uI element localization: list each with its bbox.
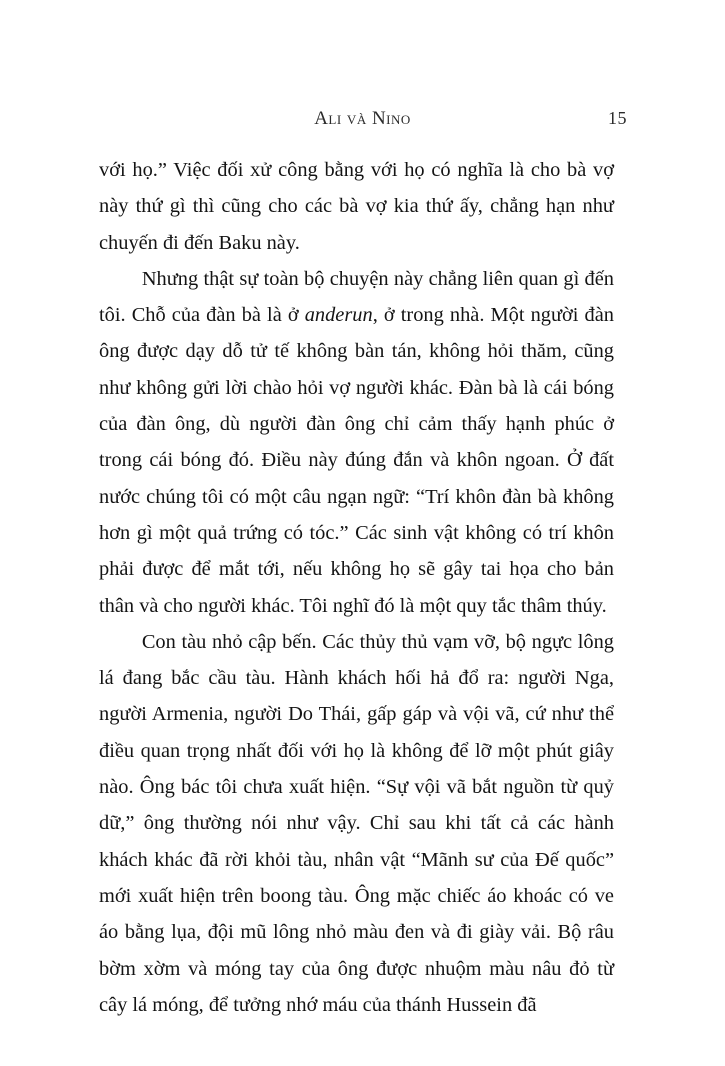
text-run: với họ.” Việc đối xử công bằng với họ có nghĩa là cho bà vợ này thứ gì thì cũng cho các bà vợ kia thứ ấy, chẳng hạn như chuyến đi đến Baku này. [99, 159, 614, 254]
page-number: 15 [608, 108, 627, 128]
paragraph [99, 624, 614, 1023]
text-run: , ở trong nhà. Một người đàn ông được dạy dỗ tử tế không bàn tán, không hỏi thăm, cũng như không gửi lời chào hỏi vợ người khác. Đàn bà là cái bóng của đàn ông, dù người đàn ông chỉ cảm thấy hạnh phúc ở trong cái bóng đó. Điều này đúng đắn và khôn ngoan. Ở đất nước chúng tôi có một câu ngạn ngữ: “Trí khôn đàn bà không hơn gì một quả trứng có tóc.” Các sinh vật không có trí khôn phải được để mắt tới, nếu không họ sẽ gây tai họa cho bản thân và cho người khác. Tôi nghĩ đó là một quy tắc thâm thúy. [99, 304, 614, 617]
running-head-title: Ali và Nino [314, 108, 411, 129]
paragraph [99, 261, 614, 624]
body-text [99, 152, 614, 1023]
text-run: Nhưng thật sự toàn bộ chuyện này chẳng liên quan gì đến tôi. Chỗ của đàn bà là ở [99, 267, 614, 327]
emphasis-text: anderun [304, 304, 373, 327]
text-run: Con tàu nhỏ cập bến. Các thủy thủ vạm vỡ, bộ ngực lông lá đang bắc cầu tàu. Hành khách hối hả đổ ra: người Nga, người Armenia, người Do Thái, gấp gáp và vội vã, cứ như thể điều quan trọng nhất đối với họ là không để lỡ một phút giây nào. Ông bác tôi chưa xuất hiện. “Sự vội vã bắt nguồn từ quỷ dữ,” ông thường nói như vậy. Chỉ sau khi tất cả các hành khách khác đã rời khỏi tàu, nhân vật “Mãnh sư của Đế quốc” mới xuất hiện trên boong tàu. Ông mặc chiếc áo khoác có ve áo bằng lụa, đội mũ lông nhỏ màu đen và đi giày vải. Bộ râu bờm xờm và móng tay của ông được nhuộm màu nâu đỏ từ cây lá móng, để tưởng nhớ máu của thánh Hussein đã [99, 630, 614, 1016]
paragraph [99, 152, 614, 261]
running-head [98, 108, 627, 132]
